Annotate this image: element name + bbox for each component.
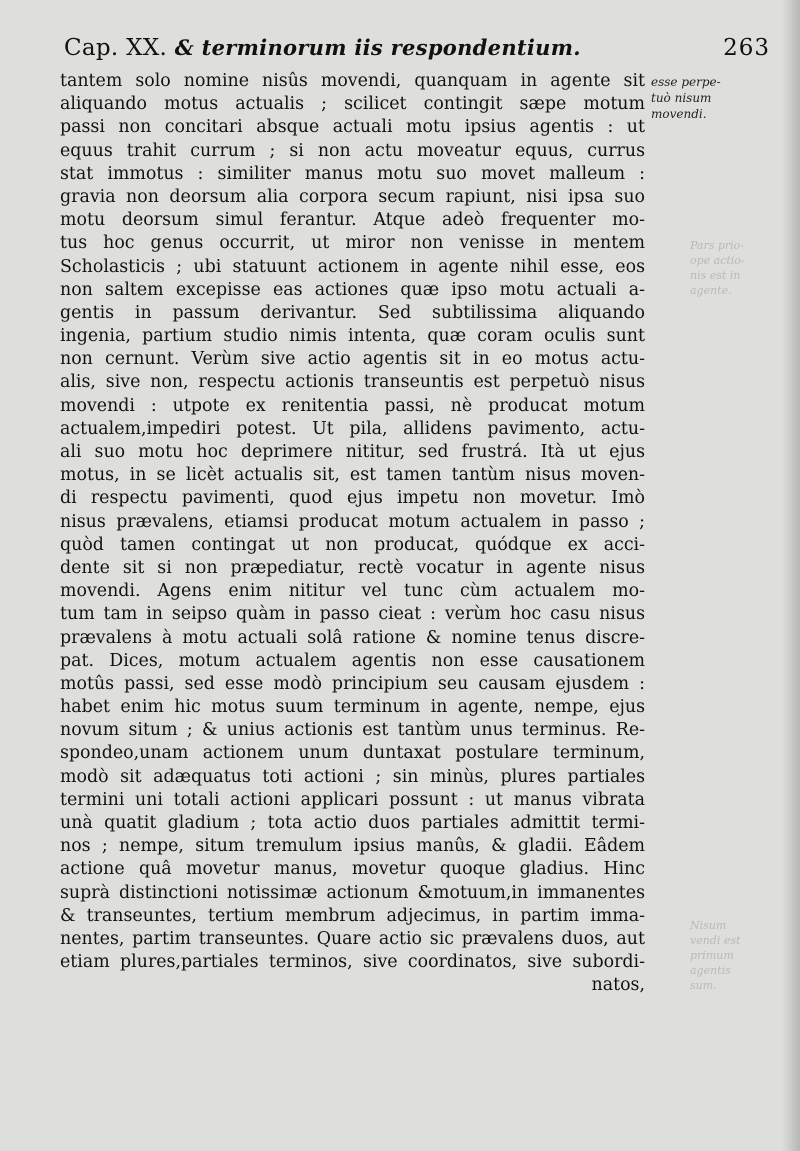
text-line: stat immotus : similiter manus motu suo movet malleum : [60,163,645,184]
bleed-through-line: Nisum [690,919,727,932]
text-line: movendi : utpote ex renitentia passi, nè producat motum [60,395,645,416]
bleed-through-line: primum [690,949,734,962]
text-line: novum situm ; & unius actionis est tantùm unus terminus. Re- [60,720,645,741]
margin-note [651,74,771,122]
bleed-through-line: Pars prio- [690,239,745,252]
text-line: non saltem excepisse eas actiones quæ ipso motu actuali a- [60,279,645,300]
text-line: alis, sive non, respectu actionis transeuntis est perpetuò nisus [60,372,645,393]
bleed-through-line: agentis [690,964,731,977]
text-line: gentis in passum derivantur. Sed subtilissima aliquando [60,302,645,323]
running-title: & terminorum iis respondentium. [174,35,581,60]
text-line: nisus prævalens, etiamsi producat motum actualem in passo ; [60,511,645,532]
text-line: motu deorsum simul ferantur. Atque adeò frequenter mo- [60,210,645,231]
text-line: actione quâ movetur manus, movetur quoque gladius. Hinc [60,859,645,880]
text-line: nos ; nempe, situm tremulum ipsius manûs, & gladii. Eâdem [60,836,645,857]
bleed-through-line: vendi est [690,934,741,947]
text-line: non cernunt. Verùm sive actio agentis sit in eo motus actu- [60,349,645,370]
text-line: movendi. Agens enim nititur vel tunc cùm actualem mo- [60,581,645,602]
page-number: 263 [723,35,770,61]
text-line: ingenia, partium studio nimis intenta, quæ coram oculis sunt [60,326,645,347]
text-line: di respectu pavimenti, quod ejus impetu non movetur. Imò [60,488,645,509]
margin-note-line: esse perpe- [651,75,721,89]
bleed-through-note [690,918,790,993]
text-line: modò sit adæquatus toti actioni ; sin minùs, plures partiales [60,766,645,787]
bleed-through-line: ope actio- [690,254,745,267]
margin-note-line: tuò nisum [651,91,712,105]
bleed-through-line: sum. [690,979,717,992]
page-header [64,30,770,66]
text-line: ali suo motu hoc deprimere nititur, sed frustrá. Ità ut ejus [60,442,645,462]
text-line: natos, [591,975,645,996]
text-line: Scholasticis ; ubi statuunt actionem in agente nihil esse, eos [60,256,645,277]
running-head [64,30,581,66]
text-line: tum tam in seipso quàm in passo cieat : verùm hoc casu nisus [60,604,645,625]
text-line: aliquando motus actualis ; scilicet contingit sæpe motum [60,94,645,115]
text-line: pat. Dices, motum actualem agentis non esse causationem [60,650,645,671]
text-line: etiam plures,partiales terminos, sive coordinatos, sive subordi- [60,952,645,973]
text-line: termini uni totali actioni applicari possunt : ut manus vibrata [60,789,645,810]
text-line: & transeuntes, tertium membrum adjecimus, in partim imma- [60,905,645,926]
text-line: tus hoc genus occurrit, ut miror non venisse in mentem [60,233,645,254]
text-line: motus, in se licèt actualis sit, est tamen tantùm nisus moven- [60,465,645,486]
chapter-label: Cap. XX. [64,35,168,61]
text-line: habet enim hic motus suum terminum in agente, nempe, ejus [60,697,645,718]
text-line: motûs passi, sed esse modò principium seu causam ejusdem : [60,673,645,694]
bleed-through-line: nis est in [690,269,741,282]
text-line: quòd tamen contingat ut non producat, quódque ex acci- [60,534,645,555]
text-line: spondeo,unam actionem unum duntaxat postulare terminum, [60,743,645,764]
body-text [60,70,645,998]
text-line: nentes, partim transeuntes. Quare actio sic prævalens duos, aut [60,928,645,949]
text-line: unà quatit gladium ; tota actio duos partiales admittit termi- [60,813,645,833]
text-line: actualem,impediri potest. Ut pila, allidens pavimento, actu- [60,418,645,439]
text-line: passi non concitari absque actuali motu ipsius agentis : ut [60,117,645,138]
text-line: prævalens à motu actuali solâ ratione & nomine tenus discre- [60,627,645,648]
text-line: suprà distinctioni notissimæ actionum &motuum,in immanentes [60,882,645,903]
bleed-through-line: agente. [690,284,732,297]
page-edge-shadow [782,0,800,1151]
margin-note-line: movendi. [651,107,707,121]
text-line: tantem solo nomine nisûs movendi, quanquam in agente sit [60,71,645,91]
text-line: equus trahit currum ; si non actu moveatur equus, currus [60,140,645,161]
text-line: dente sit si non præpediatur, rectè vocatur in agente nisus [60,557,645,578]
bleed-through-note [690,238,790,298]
text-line: gravia non deorsum alia corpora secum rapiunt, nisi ipsa suo [60,186,645,207]
